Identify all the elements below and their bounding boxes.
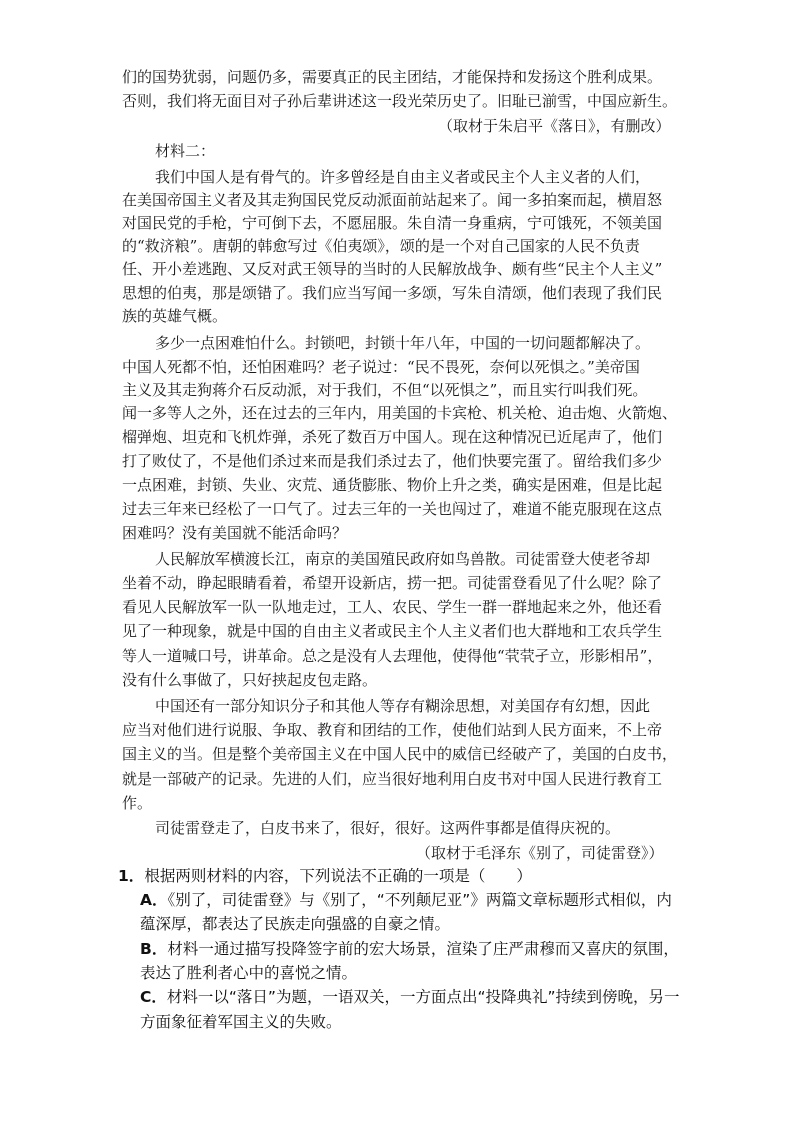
p3-line-4: 见了一种现象，就是中国的自由主义者或民主个人主义者们也大群地和工农兵学生 bbox=[122, 622, 663, 640]
material1-source: （取材于朱启平《落日》，有删改） bbox=[438, 117, 671, 135]
p4-line-4: 就是一部破产的记录。先进的人们，应当很好地利用白皮书对中国人民进行教育工 bbox=[122, 770, 663, 788]
p2-line-5: 榴弹炮、坦克和飞机炸弹，杀死了数百万中国人。现在这种情况已近尾声了，他们 bbox=[122, 428, 663, 446]
p3-line-3: 看见人民解放军一队一队地走过，工人、农民、学生一群一群地起来之外，他还看 bbox=[122, 598, 663, 616]
material1-line-2: 否则，我们将无面目对子孙后辈讲述这一段光荣历史了。旧耻已湔雪，中国应新生。 bbox=[122, 92, 678, 110]
option-c[interactable]: C．材料一以“落日”为题，一语双关，一方面点出“投降典礼”持续到傍晚，另一 bbox=[140, 988, 680, 1006]
option-a[interactable]: A．《别了，司徒雷登》与《别了，“不列颠尼亚”》两篇文章标题形式相似，内 bbox=[140, 891, 672, 909]
option-c-letter: C bbox=[140, 988, 152, 1006]
question-1-stem: 1．根据两则材料的内容，下列说法不正确的一项是（ ） bbox=[118, 867, 532, 885]
p2-line-7: 一点困难，封锁、失业、灾荒、通货膨胀、物价上升之类，确实是困难，但是比起 bbox=[122, 476, 663, 494]
option-b-letter: B bbox=[140, 940, 152, 958]
p3-line-2: 坐着不动，睁起眼睛看着，希望开设新店，捞一把。司徒雷登看见了什么呢？除了 bbox=[122, 574, 663, 592]
p2-line-6: 打了败仗了，不是他们杀过来而是我们杀过去了，他们快要完蛋了。留给我们多少 bbox=[122, 452, 663, 470]
p4-line-5: 作。 bbox=[122, 794, 153, 812]
p4-line-1: 中国还有一部分知识分子和其他人等存有糊涂思想，对美国存有幻想，因此 bbox=[155, 697, 651, 715]
p3-line-5: 等人一道喊口号，讲革命。总之是没有人去理他，使得他“茕茕孑立，形影相吊”， bbox=[122, 647, 663, 665]
material2-heading: 材料二： bbox=[155, 142, 216, 160]
p1-line-3: 对国民党的手枪，宁可倒下去，不愿屈服。朱自清一身重病，宁可饿死，不领美国 bbox=[122, 214, 663, 232]
p1-line-5: 任、开小差逃跑、又反对武王领导的当时的人民解放战争、颇有些“民主个人主义” bbox=[122, 260, 663, 278]
p2-line-9: 困难吗？没有美国就不能活命吗？ bbox=[122, 524, 348, 542]
p2-line-3: 主义及其走狗蒋介石反动派，对于我们，不但“以死惧之”，而且实行叫我们死。 bbox=[122, 381, 648, 399]
p1-line-6: 思想的伯夷，那是颂错了。我们应当写闻一多颂，写朱自清颂，他们表现了我们民 bbox=[122, 284, 663, 302]
option-b-line-2: 表达了胜利者心中的喜悦之情。 bbox=[140, 964, 358, 982]
option-b-line-1: 材料一通过描写投降签字前的宏大场景，渲染了庄严肃穆而又喜庆的氛围， bbox=[167, 940, 679, 958]
question-number: 1 bbox=[118, 867, 129, 885]
option-c-line-2: 方面象征着军国主义的失败。 bbox=[140, 1013, 342, 1031]
p4-line-3: 国主义的当。但是整个美帝国主义在中国人民中的威信已经破产了，美国的白皮书， bbox=[122, 745, 678, 763]
material2-source: （取材于毛泽东《别了，司徒雷登》） bbox=[416, 844, 664, 862]
option-c-line-1: 材料一以“落日”为题，一语双关，一方面点出“投降典礼”持续到傍晚，另一 bbox=[166, 988, 680, 1006]
p1-line-1: 我们中国人是有骨气的。许多曾经是自由主义者或民主个人主义者的人们， bbox=[155, 168, 651, 186]
p2-line-4: 闻一多等人之外，还在过去的三年内，用美国的卡宾枪、机关枪、迫击炮、火箭炮、 bbox=[122, 404, 678, 422]
p1-line-4: 的“救济粮”。唐朝的韩愈写过《伯夷颂》，颂的是一个对自己国家的人民不负责 bbox=[122, 237, 640, 255]
p2-line-8: 过去三年来已经松了一口气了。过去三年的一关也闯过了，难道不能克服现在这点 bbox=[122, 500, 663, 518]
p3-line-1: 人民解放军横渡长江，南京的美国殖民政府如鸟兽散。司徒雷登大使老爷却 bbox=[155, 550, 651, 568]
option-a-line-2: 蕴深厚，都表达了民族走向强盛的自豪之情。 bbox=[140, 915, 451, 933]
p4-line-2: 应当对他们进行说服、争取、教育和团结的工作，使他们站到人民方面来，不上帝 bbox=[122, 721, 663, 739]
option-a-letter: A bbox=[140, 891, 152, 909]
p2-line-2: 中国人死都不怕，还怕困难吗？老子说过：“民不畏死，奈何以死惧之。”美帝国 bbox=[122, 358, 640, 376]
p1-line-2: 在美国帝国主义者及其走狗国民党反动派面前站起来了。闻一多拍案而起，横眉怒 bbox=[122, 191, 663, 209]
p3-line-6: 没有什么事做了，只好挟起皮包走路。 bbox=[122, 671, 378, 689]
p2-line-1: 多少一点困难怕什么。封锁吧，封锁十年八年，中国的一切问题都解决了。 bbox=[155, 334, 651, 352]
option-a-line-1: 《别了，司徒雷登》与《别了，“不列颠尼亚”》两篇文章标题形式相似，内 bbox=[167, 891, 672, 909]
p5-line-1: 司徒雷登走了，白皮书来了，很好，很好。这两件事都是值得庆祝的。 bbox=[155, 819, 621, 837]
question-stem-text: 根据两则材料的内容，下列说法不正确的一项是（ ） bbox=[144, 867, 532, 885]
material1-line-1: 们的国势犹弱，问题仍多，需要真正的民主团结，才能保持和发扬这个胜利成果。 bbox=[122, 68, 663, 86]
p1-line-7: 族的英雄气概。 bbox=[122, 307, 228, 325]
option-b[interactable]: B．材料一通过描写投降签字前的宏大场景，渲染了庄严肃穆而又喜庆的氛围， bbox=[140, 940, 679, 958]
